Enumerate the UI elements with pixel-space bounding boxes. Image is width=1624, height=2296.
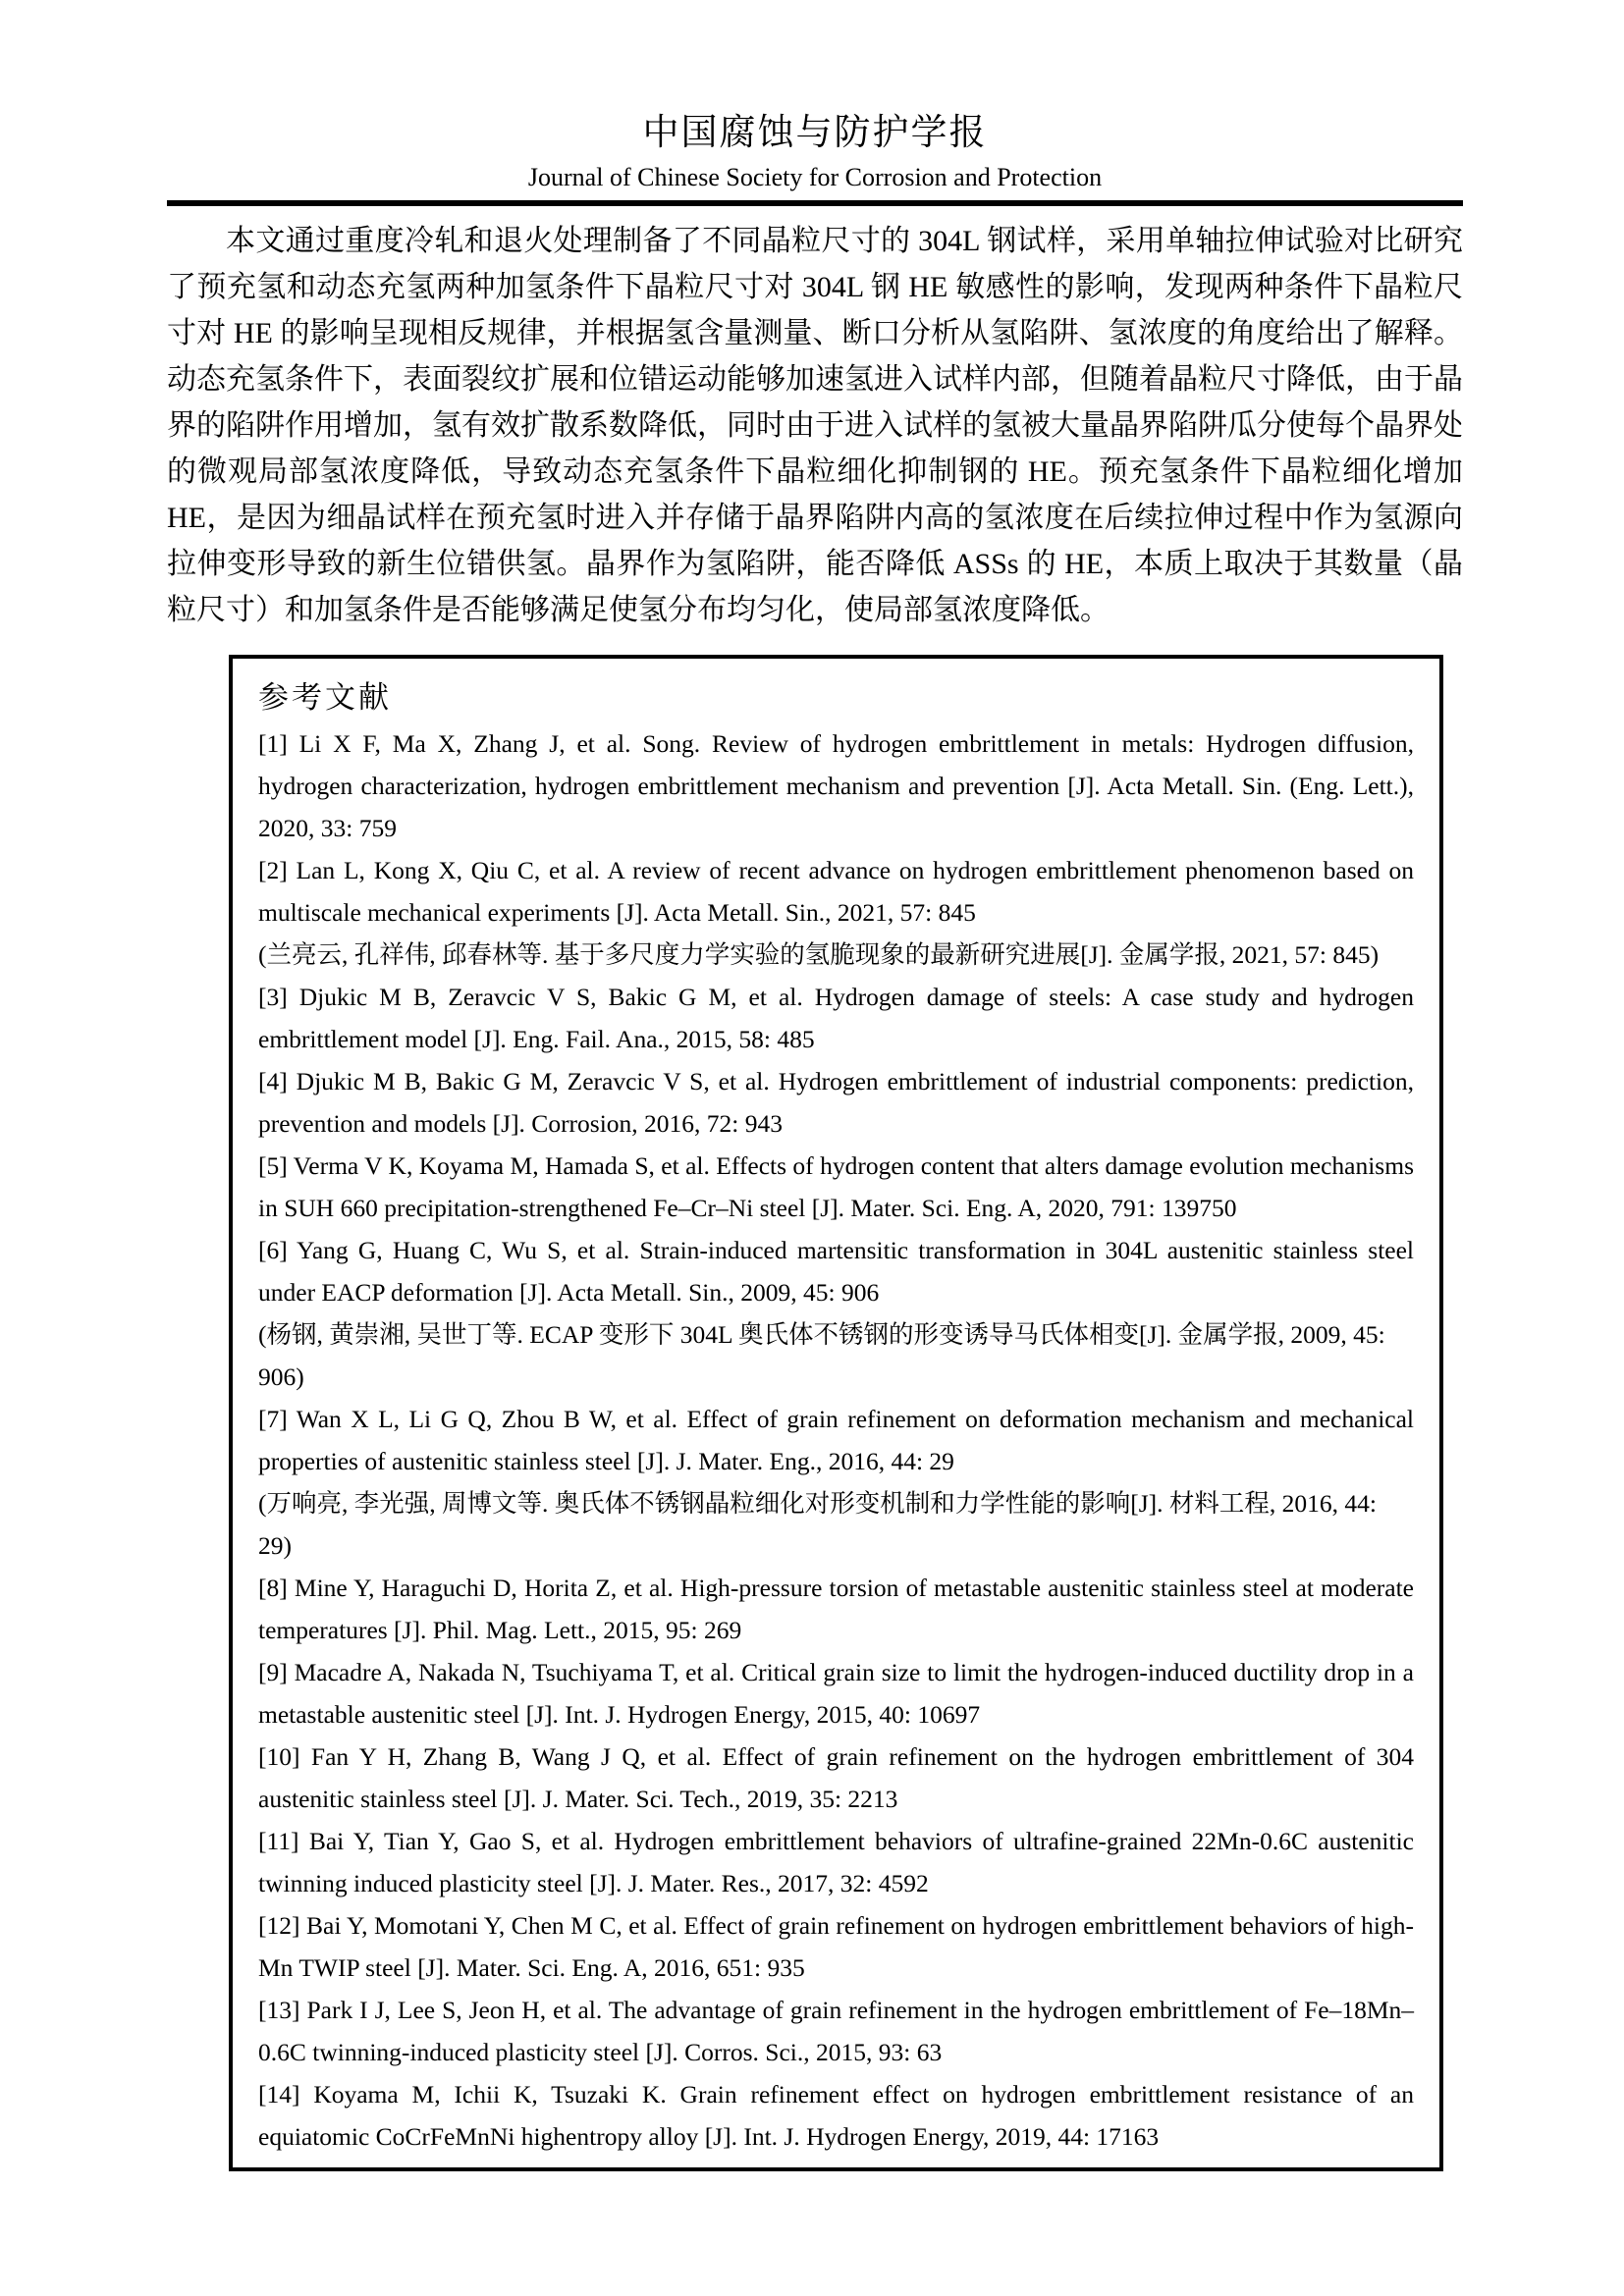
reference-text: [14] Koyama M, Ichii K, Tsuzaki K. Grain refinement effect on hydrogen embrittlement resistance of an equiatomic CoCrFeMnNi highentropy alloy [J]. Int. J. Hydrogen Energy, 2019, 44: 17163 [258, 2080, 1414, 2151]
header-divider-rule [167, 200, 1463, 206]
reference-translation-note: (万响亮, 李光强, 周博文等. 奥氏体不锈钢晶粒细化对形变机制和力学性能的影响[J]. 材料工程, 2016, 44: 29) [258, 1489, 1377, 1560]
reference-text: [3] Djukic M B, Zeravcic V S, Bakic G M, et al. Hydrogen damage of steels: A case study and hydrogen embrittlement model [J]. Eng. Fail. Ana., 2015, 58: 485 [258, 983, 1414, 1053]
references-box [229, 655, 1443, 2171]
reference-item [258, 1229, 1414, 1398]
reference-item [258, 976, 1414, 1060]
abstract-paragraph: 本文通过重度冷轧和退火处理制备了不同晶粒尺寸的 304L 钢试样，采用单轴拉伸试验对比研究了预充氢和动态充氢两种加氢条件下晶粒尺寸对 304L 钢 HE 敏感性的影响，发现两种条件下晶粒尺寸对 HE 的影响呈现相反规律，并根据氢含量测量、断口分析从氢陷阱、氢浓度的角度给出了解释。动态充氢条件下，表面裂纹扩展和位错运动能够加速氢进入试样内部，但随着晶粒尺寸降低，由于晶界的陷阱作用增加，氢有效扩散系数降低，同时由于进入试样的氢被大量晶界陷阱瓜分使每个晶界处的微观局部氢浓度降低，导致动态充氢条件下晶粒细化抑制钢的 HE。预充氢条件下晶粒细化增加 HE，是因为细晶试样在预充氢时进入并存储于晶界陷阱内高的氢浓度在后续拉伸过程中作为氢源向拉伸变形导致的新生位错供氢。晶界作为氢陷阱，能否降低 ASSs 的 HE，本质上取决于其数量（晶粒尺寸）和加氢条件是否能够满足使氢分布均匀化，使局部氢浓度降低。 [167, 225, 1463, 626]
reference-text: [9] Macadre A, Nakada N, Tsuchiyama T, et al. Critical grain size to limit the hydrogen-induced ductility drop in a metastable austenitic steel [J]. Int. J. Hydrogen Energy, 2015, 40: 10697 [258, 1658, 1414, 1729]
reference-text: [6] Yang G, Huang C, Wu S, et al. Strain-induced martensitic transformation in 304L austenitic stainless steel under EACP deformation [J]. Acta Metall. Sin., 2009, 45: 906 [258, 1236, 1414, 1307]
reference-text: [8] Mine Y, Haraguchi D, Horita Z, et al. High-pressure torsion of metastable austenitic stainless steel at moderate temperatures [J]. Phil. Mag. Lett., 2015, 95: 269 [258, 1574, 1414, 1644]
reference-item [258, 722, 1414, 849]
reference-item [258, 1989, 1414, 2073]
reference-item [258, 849, 1414, 976]
reference-item [258, 1567, 1414, 1651]
reference-item [258, 1651, 1414, 1735]
reference-item [258, 1145, 1414, 1229]
reference-item [258, 1820, 1414, 1904]
journal-page [167, 0, 1463, 2171]
reference-text: [10] Fan Y H, Zhang B, Wang J Q, et al. Effect of grain refinement on the hydrogen embrittlement of 304 austenitic stainless steel [J]. J. Mater. Sci. Tech., 2019, 35: 2213 [258, 1742, 1414, 1813]
reference-text: [4] Djukic M B, Bakic G M, Zeravcic V S, et al. Hydrogen embrittlement of industrial components: prediction, prevention and models [J]. Corrosion, 2016, 72: 943 [258, 1067, 1414, 1138]
reference-item [258, 1060, 1414, 1145]
reference-text: [5] Verma V K, Koyama M, Hamada S, et al. Effects of hydrogen content that alters damage evolution mechanisms in SUH 660 precipitation-strengthened Fe–Cr–Ni steel [J]. Mater. Sci. Eng. A, 2020, 791: 139750 [258, 1151, 1414, 1222]
page-header [167, 102, 1463, 206]
reference-item [258, 1904, 1414, 1989]
reference-text: [2] Lan L, Kong X, Qiu C, et al. A review of recent advance on hydrogen embrittlement phenomenon based on multiscale mechanical experiments [J]. Acta Metall. Sin., 2021, 57: 845 [258, 856, 1414, 927]
reference-item [258, 1398, 1414, 1567]
reference-item [258, 2073, 1414, 2158]
reference-translation-note: (兰亮云, 孔祥伟, 邱春林等. 基于多尺度力学实验的氢脆现象的最新研究进展[J]. 金属学报, 2021, 57: 845) [258, 940, 1380, 969]
reference-item [258, 1735, 1414, 1820]
reference-text: [7] Wan X L, Li G Q, Zhou B W, et al. Effect of grain refinement on deformation mechanism and mechanical properties of austenitic stainless steel [J]. J. Mater. Eng., 2016, 44: 29 [258, 1405, 1414, 1475]
journal-title-zh: 中国腐蚀与防护学报 [642, 113, 988, 153]
reference-translation-note: (杨钢, 黄崇湘, 吴世丁等. ECAP 变形下 304L 奥氏体不锈钢的形变诱导马氏体相变[J]. 金属学报, 2009, 45: 906) [258, 1320, 1385, 1391]
journal-title-en: Journal of Chinese Society for Corrosion and Protection [527, 163, 1103, 191]
references-heading: 参考文献 [258, 680, 392, 715]
reference-text: [11] Bai Y, Tian Y, Gao S, et al. Hydrogen embrittlement behaviors of ultrafine-grained 22Mn-0.6C austenitic twinning induced plasticity steel [J]. J. Mater. Res., 2017, 32: 4592 [258, 1827, 1414, 1897]
reference-text: [1] Li X F, Ma X, Zhang J, et al. Song. Review of hydrogen embrittlement in metals: Hydrogen diffusion, hydrogen characterization, hydrogen embrittlement mechanism and prevention [J]. Acta Metall. Sin. (Eng. Lett.), 2020, 33: 759 [258, 729, 1414, 842]
reference-text: [12] Bai Y, Momotani Y, Chen M C, et al. Effect of grain refinement on hydrogen embrittlement behaviors of high-Mn TWIP steel [J]. Mater. Sci. Eng. A, 2016, 651: 935 [258, 1911, 1414, 1982]
reference-text: [13] Park I J, Lee S, Jeon H, et al. The advantage of grain refinement in the hydrogen embrittlement of Fe–18Mn–0.6C twinning-induced plasticity steel [J]. Corros. Sci., 2015, 93: 63 [258, 1996, 1414, 2066]
